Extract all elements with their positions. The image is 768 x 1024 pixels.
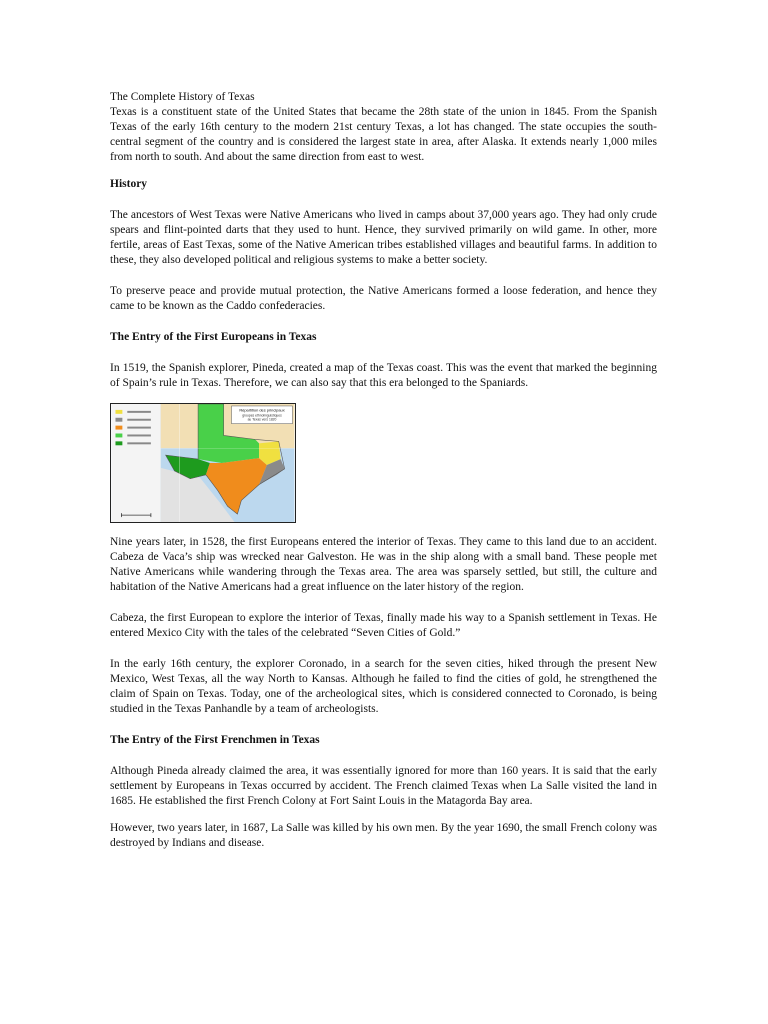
- history-paragraph-1: The ancestors of West Texas were Native Americans who lived in camps about 37,000 years ago. They had only crude spears and flint-pointed darts that they used to hunt. Hence, they survived primarily on wild game. In other, more fertile, areas of East Texas, some of the Native American tribes established villages and beautiful farms. In addition to these, they also developed political and religious systems to make a better society.: [110, 209, 657, 266]
- map-caption-line3: au Texas vers 1820: [247, 417, 277, 422]
- frenchmen-paragraph-2: However, two years later, in 1687, La Salle was killed by his own men. By the year 1690, the small French colony was destroyed by Indians and disease.: [110, 822, 657, 849]
- europeans-paragraph-2: Nine years later, in 1528, the first Europeans entered the interior of Texas. They came to this land due to an accident. Cabeza de Vaca’s ship was wrecked near Galveston. He was in the ship along with a small band. These people met Native Americans while wandering through the Texas area. The area was sparsely settled, but still, the culture and habitation of the Native Americans had a great influence on the later history of the region.: [110, 536, 657, 593]
- document-body: [110, 90, 657, 851]
- europeans-paragraph-4: In the early 16th century, the explorer Coronado, in a search for the seven cities, hiked through the present New Mexico, West Texas, all the way North to Kansas. Although he failed to find the cities of gold, he strengthened the claim of Spain on Texas. Today, one of the archeological sites, which is considered connected to Coronado, is being studied in the Texas Panhandle by a team of archeologists.: [110, 658, 657, 715]
- section-heading-history: History: [110, 178, 148, 190]
- intro-paragraph: Texas is a constituent state of the United States that became the 28th state of the union in 1845. From the Spanish Texas of the early 16th century to the modern 21st century Texas, a lot has changed. The state occupies the south-central segment of the country and is considered the largest state in area, after Alaska. It extends nearly 1,000 miles from north to south. And about the same direction from east to west.: [110, 106, 657, 163]
- texas-ethnic-map: [110, 403, 296, 523]
- section-heading-frenchmen: The Entry of the First Frenchmen in Texas: [110, 734, 320, 746]
- europeans-paragraph-1: In 1519, the Spanish explorer, Pineda, created a map of the Texas coast. This was the event that marked the beginning of Spain’s rule in Texas. Therefore, we can also say that this era belonged to the Spaniards.: [110, 362, 657, 389]
- frenchmen-paragraph-1: Although Pineda already claimed the area, it was essentially ignored for more than 160 years. It is said that the early settlement by Europeans in Texas occurred by accident. The French claimed Texas when La Salle visited the land in 1685. He established the first French Colony at Fort Saint Louis in the Matagorda Bay area.: [110, 765, 657, 807]
- section-heading-europeans: The Entry of the First Europeans in Texas: [110, 331, 317, 343]
- document-title: The Complete History of Texas: [110, 91, 255, 103]
- map-caption-line1: Répartition des principaux: [239, 407, 285, 413]
- history-paragraph-2: To preserve peace and provide mutual protection, the Native Americans formed a loose federation, and hence they came to be known as the Caddo confederacies.: [110, 285, 657, 312]
- map-caption-line2: groupes ethnolinguistiques: [242, 413, 282, 418]
- europeans-paragraph-3: Cabeza, the first European to explore the interior of Texas, finally made his way to a Spanish settlement in Texas. He entered Mexico City with the tales of the celebrated “Seven Cities of Gold.”: [110, 612, 657, 639]
